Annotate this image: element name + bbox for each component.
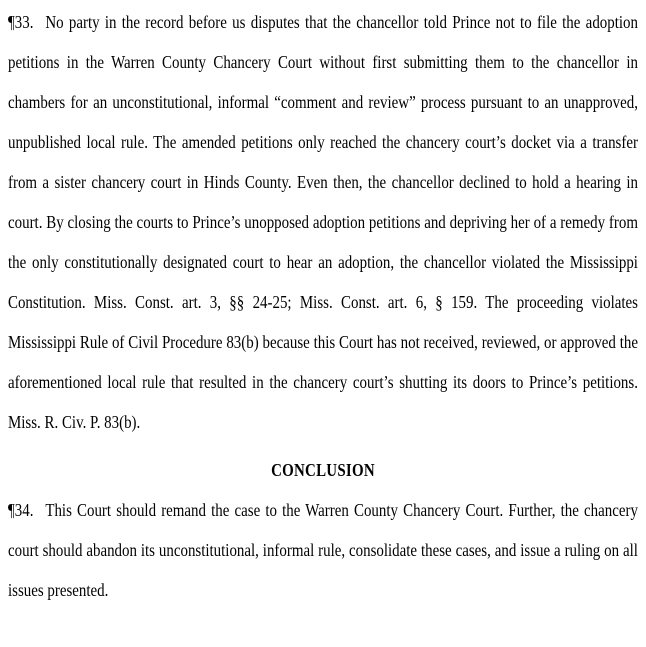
paragraph-34-marker: ¶34.: [8, 500, 34, 520]
document-text-block: [8, 2, 638, 610]
paragraph-33: [8, 2, 638, 442]
paragraph-34: [8, 490, 638, 610]
paragraph-34-text: This Court should remand the case to the Warren County Chancery Court. Further, the chancery court should abandon its unconstitutional, informal rule, consolidate these cases, and issue a ruling on all issues presented.: [8, 500, 638, 600]
paragraph-33-text: No party in the record before us disputes that the chancellor told Prince not to file the adoption petitions in the Warren County Chancery Court without first submitting them to the chancellor in chambers for an unconstitutional, informal “comment and review” process pursuant to an unapproved, unpublished local rule. The amended petitions only reached the chancery court’s docket via a transfer from a sister chancery court in Hinds County. Even then, the chancellor declined to hold a hearing in court. By closing the courts to Prince’s unopposed adoption petitions and depriving her of a remedy from the only constitutionally designated court to hear an adoption, the chancellor violated the Mississippi Constitution. Miss. Const. art. 3, §§ 24-25; Miss. Const. art. 6, § 159. The proceeding violates Mississippi Rule of Civil Procedure 83(b) because this Court has not received, reviewed, or approved the aforementioned local rule that resulted in the chancery court’s shutting its doors to Prince’s petitions. Miss. R. Civ. P. 83(b).: [8, 12, 638, 432]
paragraph-33-marker: ¶33.: [8, 12, 34, 32]
conclusion-heading: CONCLUSION: [271, 460, 375, 480]
